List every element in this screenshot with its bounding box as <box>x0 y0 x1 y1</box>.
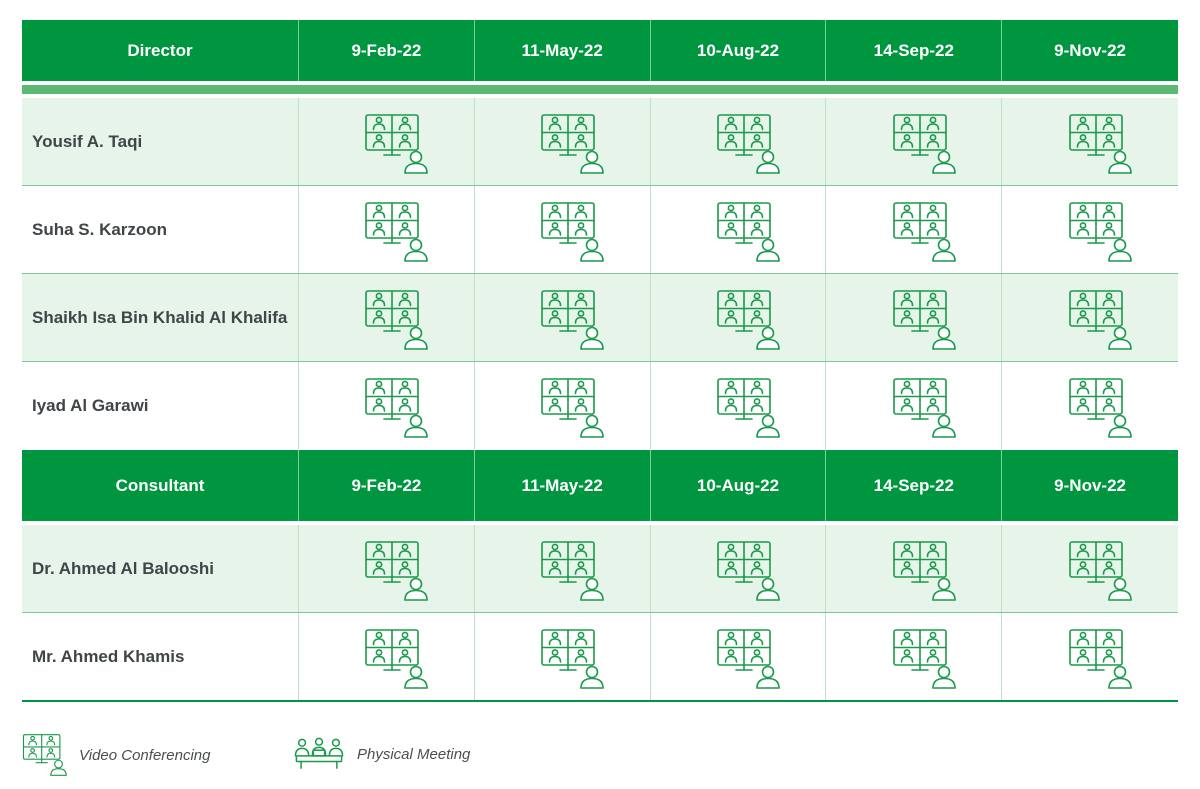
attendance-cell <box>475 525 651 612</box>
video-conferencing-icon <box>892 541 956 601</box>
attendance-cell <box>1002 613 1178 700</box>
video-conferencing-icon <box>540 629 604 689</box>
attendance-cell <box>651 186 827 273</box>
video-conferencing-icon <box>22 734 67 776</box>
attendance-cell <box>1002 186 1178 273</box>
header-date: 11-May-22 <box>475 20 651 81</box>
director-name: Suha S. Karzoon <box>32 219 168 239</box>
attendance-cell <box>651 362 827 450</box>
attendance-cell <box>826 274 1002 361</box>
attendance-cell <box>1002 274 1178 361</box>
attendance-cell <box>475 362 651 450</box>
header-date: 9-Feb-22 <box>299 450 475 521</box>
attendance-cell <box>826 362 1002 450</box>
consultant-name-cell <box>22 525 299 612</box>
video-conferencing-icon <box>1068 378 1132 438</box>
attendance-cell <box>651 613 827 700</box>
video-conferencing-icon <box>364 114 428 174</box>
director-name: Yousif A. Taqi <box>32 131 143 151</box>
video-conferencing-icon <box>892 290 956 350</box>
video-conferencing-icon <box>716 114 780 174</box>
header-date: 11-May-22 <box>475 450 651 521</box>
video-conferencing-icon <box>540 202 604 262</box>
attendance-cell <box>299 186 475 273</box>
attendance-cell <box>299 362 475 450</box>
video-conferencing-icon <box>716 378 780 438</box>
table-row <box>22 613 1178 700</box>
director-name-cell <box>22 98 299 185</box>
table-row <box>22 525 1178 613</box>
table-bottom-border <box>22 700 1178 702</box>
video-conferencing-icon <box>716 202 780 262</box>
video-conferencing-icon <box>716 629 780 689</box>
director-name: Iyad Al Garawi <box>32 396 149 415</box>
video-conferencing-icon <box>1068 629 1132 689</box>
attendance-cell <box>299 613 475 700</box>
video-conferencing-icon <box>364 541 428 601</box>
attendance-cell <box>475 186 651 273</box>
header-date: 9-Nov-22 <box>1054 475 1126 495</box>
attendance-cell <box>475 613 651 700</box>
video-conferencing-icon <box>892 378 956 438</box>
video-conferencing-icon <box>540 114 604 174</box>
director-name-cell <box>22 274 299 361</box>
table-row <box>22 362 1178 450</box>
video-conferencing-icon <box>1068 202 1132 262</box>
consultant-name: Mr. Ahmed Khamis <box>32 646 185 666</box>
director-name-cell <box>22 186 299 273</box>
video-conferencing-icon <box>540 378 604 438</box>
table-row <box>22 274 1178 362</box>
consultant-header-row <box>22 450 1178 521</box>
video-conferencing-icon <box>364 202 428 262</box>
header-date: 9-Nov-22 <box>1054 40 1126 60</box>
video-conferencing-icon <box>364 378 428 438</box>
header-date: 14-Sep-22 <box>826 20 1002 81</box>
attendance-cell <box>299 98 475 185</box>
video-conferencing-icon <box>1068 541 1132 601</box>
attendance-cell <box>651 274 827 361</box>
table-row <box>22 98 1178 186</box>
header-date: 10-Aug-22 <box>651 20 827 81</box>
header-role-label: Director <box>22 20 299 81</box>
legend-video-conferencing <box>22 734 210 776</box>
attendance-cell <box>826 98 1002 185</box>
attendance-cell <box>826 613 1002 700</box>
table-row <box>22 186 1178 274</box>
video-conferencing-icon <box>364 290 428 350</box>
video-conferencing-icon <box>892 114 956 174</box>
header-date: 10-Aug-22 <box>651 450 827 521</box>
attendance-cell <box>651 98 827 185</box>
video-conferencing-icon <box>716 541 780 601</box>
legend-label: Video Conferencing <box>79 746 211 764</box>
director-name-cell <box>22 362 299 450</box>
attendance-cell <box>826 186 1002 273</box>
header-date: 9-Feb-22 <box>299 20 475 81</box>
attendance-cell <box>826 525 1002 612</box>
attendance-cell <box>651 525 827 612</box>
video-conferencing-icon <box>540 541 604 601</box>
attendance-cell <box>1002 98 1178 185</box>
video-conferencing-icon <box>540 290 604 350</box>
legend-label: Physical Meeting <box>357 745 471 763</box>
video-conferencing-icon <box>892 202 956 262</box>
header-role-label: Consultant <box>22 450 299 521</box>
video-conferencing-icon <box>716 290 780 350</box>
video-conferencing-icon <box>1068 290 1132 350</box>
header-date: 14-Sep-22 <box>826 450 1002 521</box>
consultant-name-cell <box>22 613 299 700</box>
attendance-cell <box>1002 525 1178 612</box>
video-conferencing-icon <box>364 629 428 689</box>
attendance-cell <box>299 525 475 612</box>
physical-meeting-icon <box>293 738 345 770</box>
legend-physical-meeting <box>293 738 470 770</box>
header-separator-bar <box>22 85 1178 94</box>
video-conferencing-icon <box>892 629 956 689</box>
video-conferencing-icon <box>1068 114 1132 174</box>
attendance-cell <box>475 98 651 185</box>
consultant-name: Dr. Ahmed Al Balooshi <box>32 558 214 578</box>
attendance-cell <box>299 274 475 361</box>
attendance-cell <box>1002 362 1178 450</box>
director-name: Shaikh Isa Bin Khalid Al Khalifa <box>32 307 288 327</box>
director-header-row <box>22 20 1178 81</box>
attendance-cell <box>475 274 651 361</box>
